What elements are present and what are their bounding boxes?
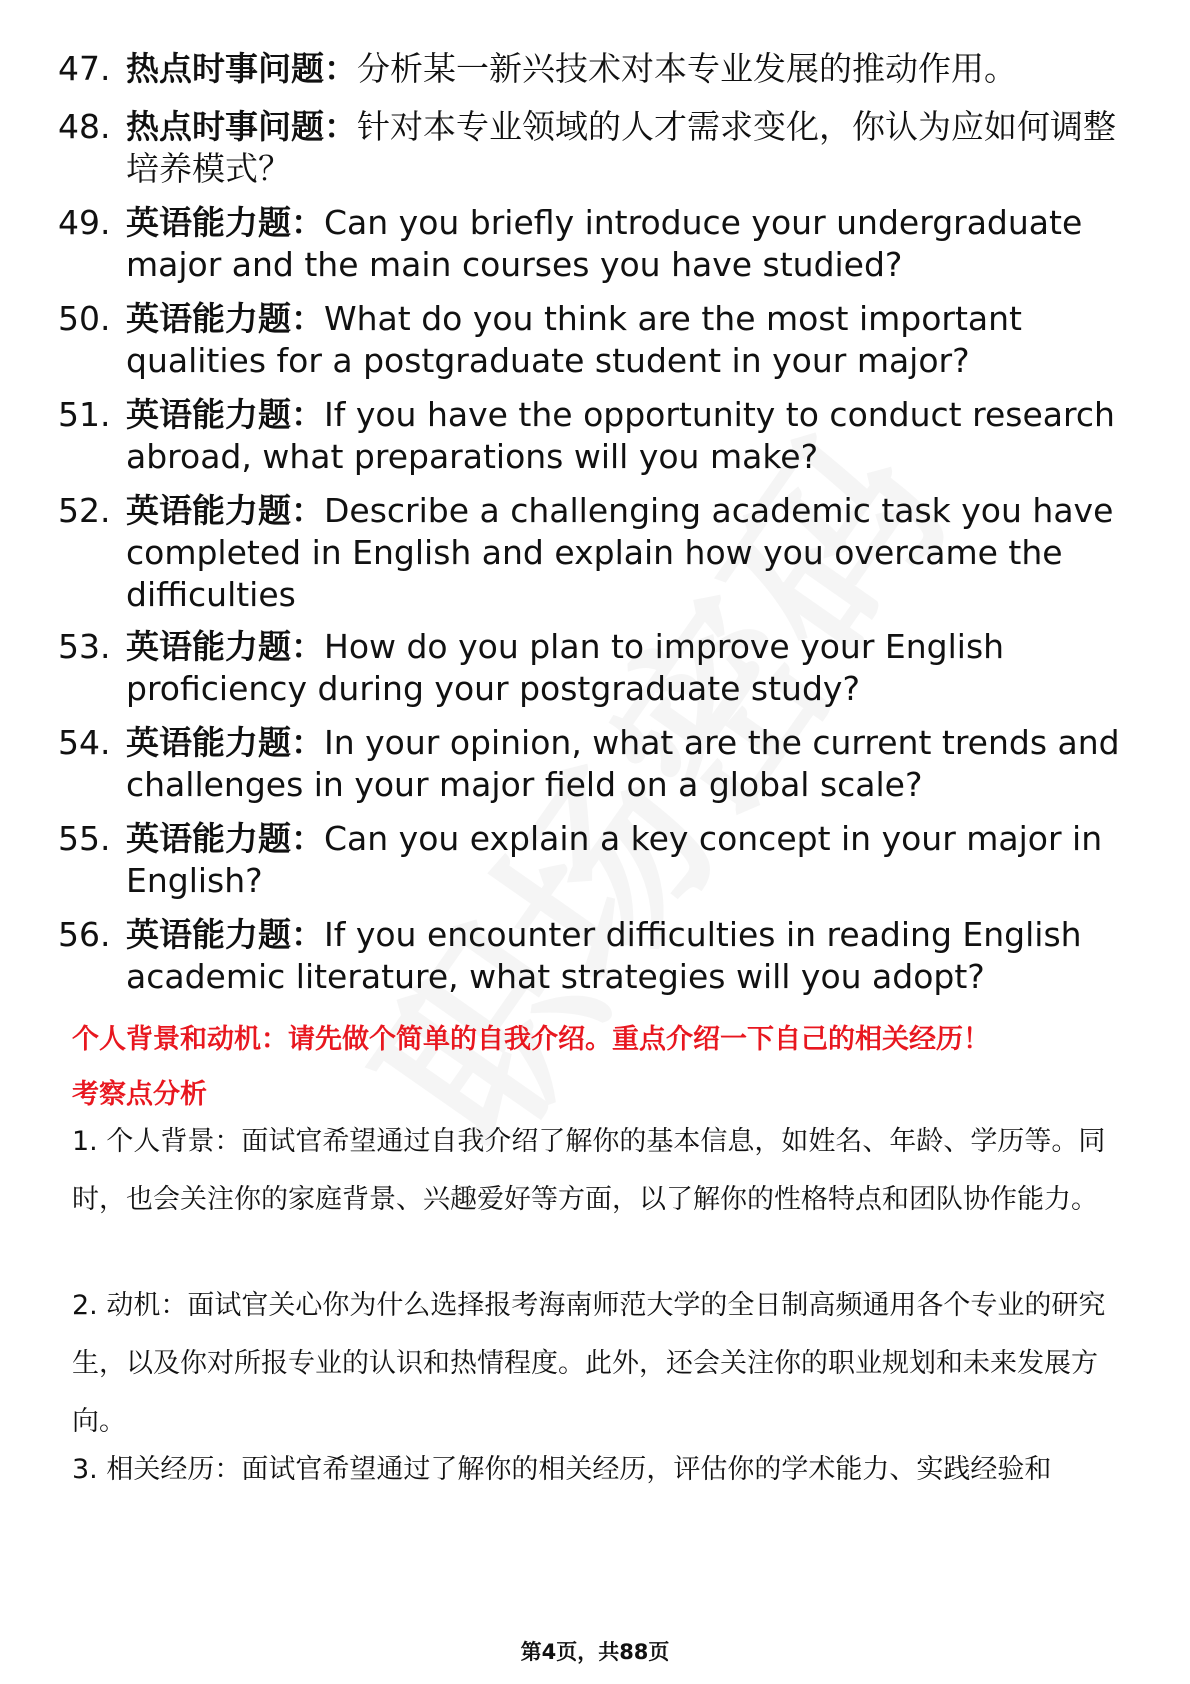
question-item: [58, 722, 1130, 806]
section-heading: 个人背景和动机：请先做个简单的自我介绍。重点介绍一下自己的相关经历！: [72, 1024, 990, 1055]
question-item: [58, 106, 1130, 190]
question-text: In your opinion, what are the current trends and challenges in your major field on a global scale?: [126, 723, 1120, 804]
question-category: 英语能力题：: [126, 819, 324, 858]
question-category: 英语能力题：: [126, 395, 324, 434]
question-category: 英语能力题：: [126, 627, 324, 666]
question-number: 54.: [58, 723, 111, 762]
question-category: 英语能力题：: [126, 915, 324, 954]
question-category: 英语能力题：: [126, 491, 324, 530]
question-text: How do you plan to improve your English proficiency during your postgraduate study?: [126, 627, 1005, 708]
question-number: 50.: [58, 299, 111, 338]
question-number: 56.: [58, 915, 111, 954]
section-subheading: 考察点分析: [72, 1079, 207, 1110]
question-number: 47.: [58, 49, 111, 88]
question-category: 英语能力题：: [126, 723, 324, 762]
question-number: 49.: [58, 203, 111, 242]
question-category: 英语能力题：: [126, 299, 324, 338]
question-category: 英语能力题：: [126, 203, 324, 242]
question-number: 48.: [58, 107, 111, 146]
question-number: 55.: [58, 819, 111, 858]
question-text: Describe a challenging academic task you have completed in English and explain how you overcame the difficulties: [126, 491, 1114, 614]
question-item: [58, 394, 1130, 478]
question-text: 分析某一新兴技术对本专业发展的推动作用。: [357, 49, 1017, 88]
question-item: [58, 202, 1130, 286]
analysis-point: 2. 动机：面试官关心你为什么选择报考海南师范大学的全日制高频通用各个专业的研究生，以及你对所报专业的认识和热情程度。此外，还会关注你的职业规划和未来发展方向。: [72, 1290, 1106, 1437]
question-number: 51.: [58, 395, 111, 434]
page-footer: 第4页，共88页: [520, 1640, 670, 1664]
question-text: If you encounter difficulties in reading English academic literature, what strategies will you adopt?: [126, 915, 1082, 996]
question-text: If you have the opportunity to conduct research abroad, what preparations will you make?: [126, 395, 1115, 476]
question-item: [58, 818, 1130, 902]
question-number: 52.: [58, 491, 111, 530]
question-item: [58, 914, 1130, 998]
question-text: What do you think are the most important qualities for a postgraduate student in your major?: [126, 299, 1022, 380]
question-text: Can you explain a key concept in your major in English?: [126, 819, 1103, 900]
question-category: 热点时事问题：: [126, 107, 357, 146]
analysis-point: 3. 相关经历：面试官希望通过了解你的相关经历，评估你的学术能力、实践经验和: [72, 1454, 1052, 1485]
question-text: 针对本专业领域的人才需求变化，你认为应如何调整培养模式？: [126, 107, 1116, 188]
question-item: [58, 298, 1130, 382]
question-text: Can you briefly introduce your undergraduate major and the main courses you have studied?: [126, 203, 1083, 284]
analysis-point: 1. 个人背景：面试官希望通过自我介绍了解你的基本信息，如姓名、年龄、学历等。同时，也会关注你的家庭背景、兴趣爱好等方面，以了解你的性格特点和团队协作能力。: [72, 1126, 1106, 1215]
question-item: [58, 48, 1130, 90]
question-category: 热点时事问题：: [126, 49, 357, 88]
question-number: 53.: [58, 627, 111, 666]
question-item: [58, 626, 1130, 710]
question-item: [58, 490, 1130, 616]
